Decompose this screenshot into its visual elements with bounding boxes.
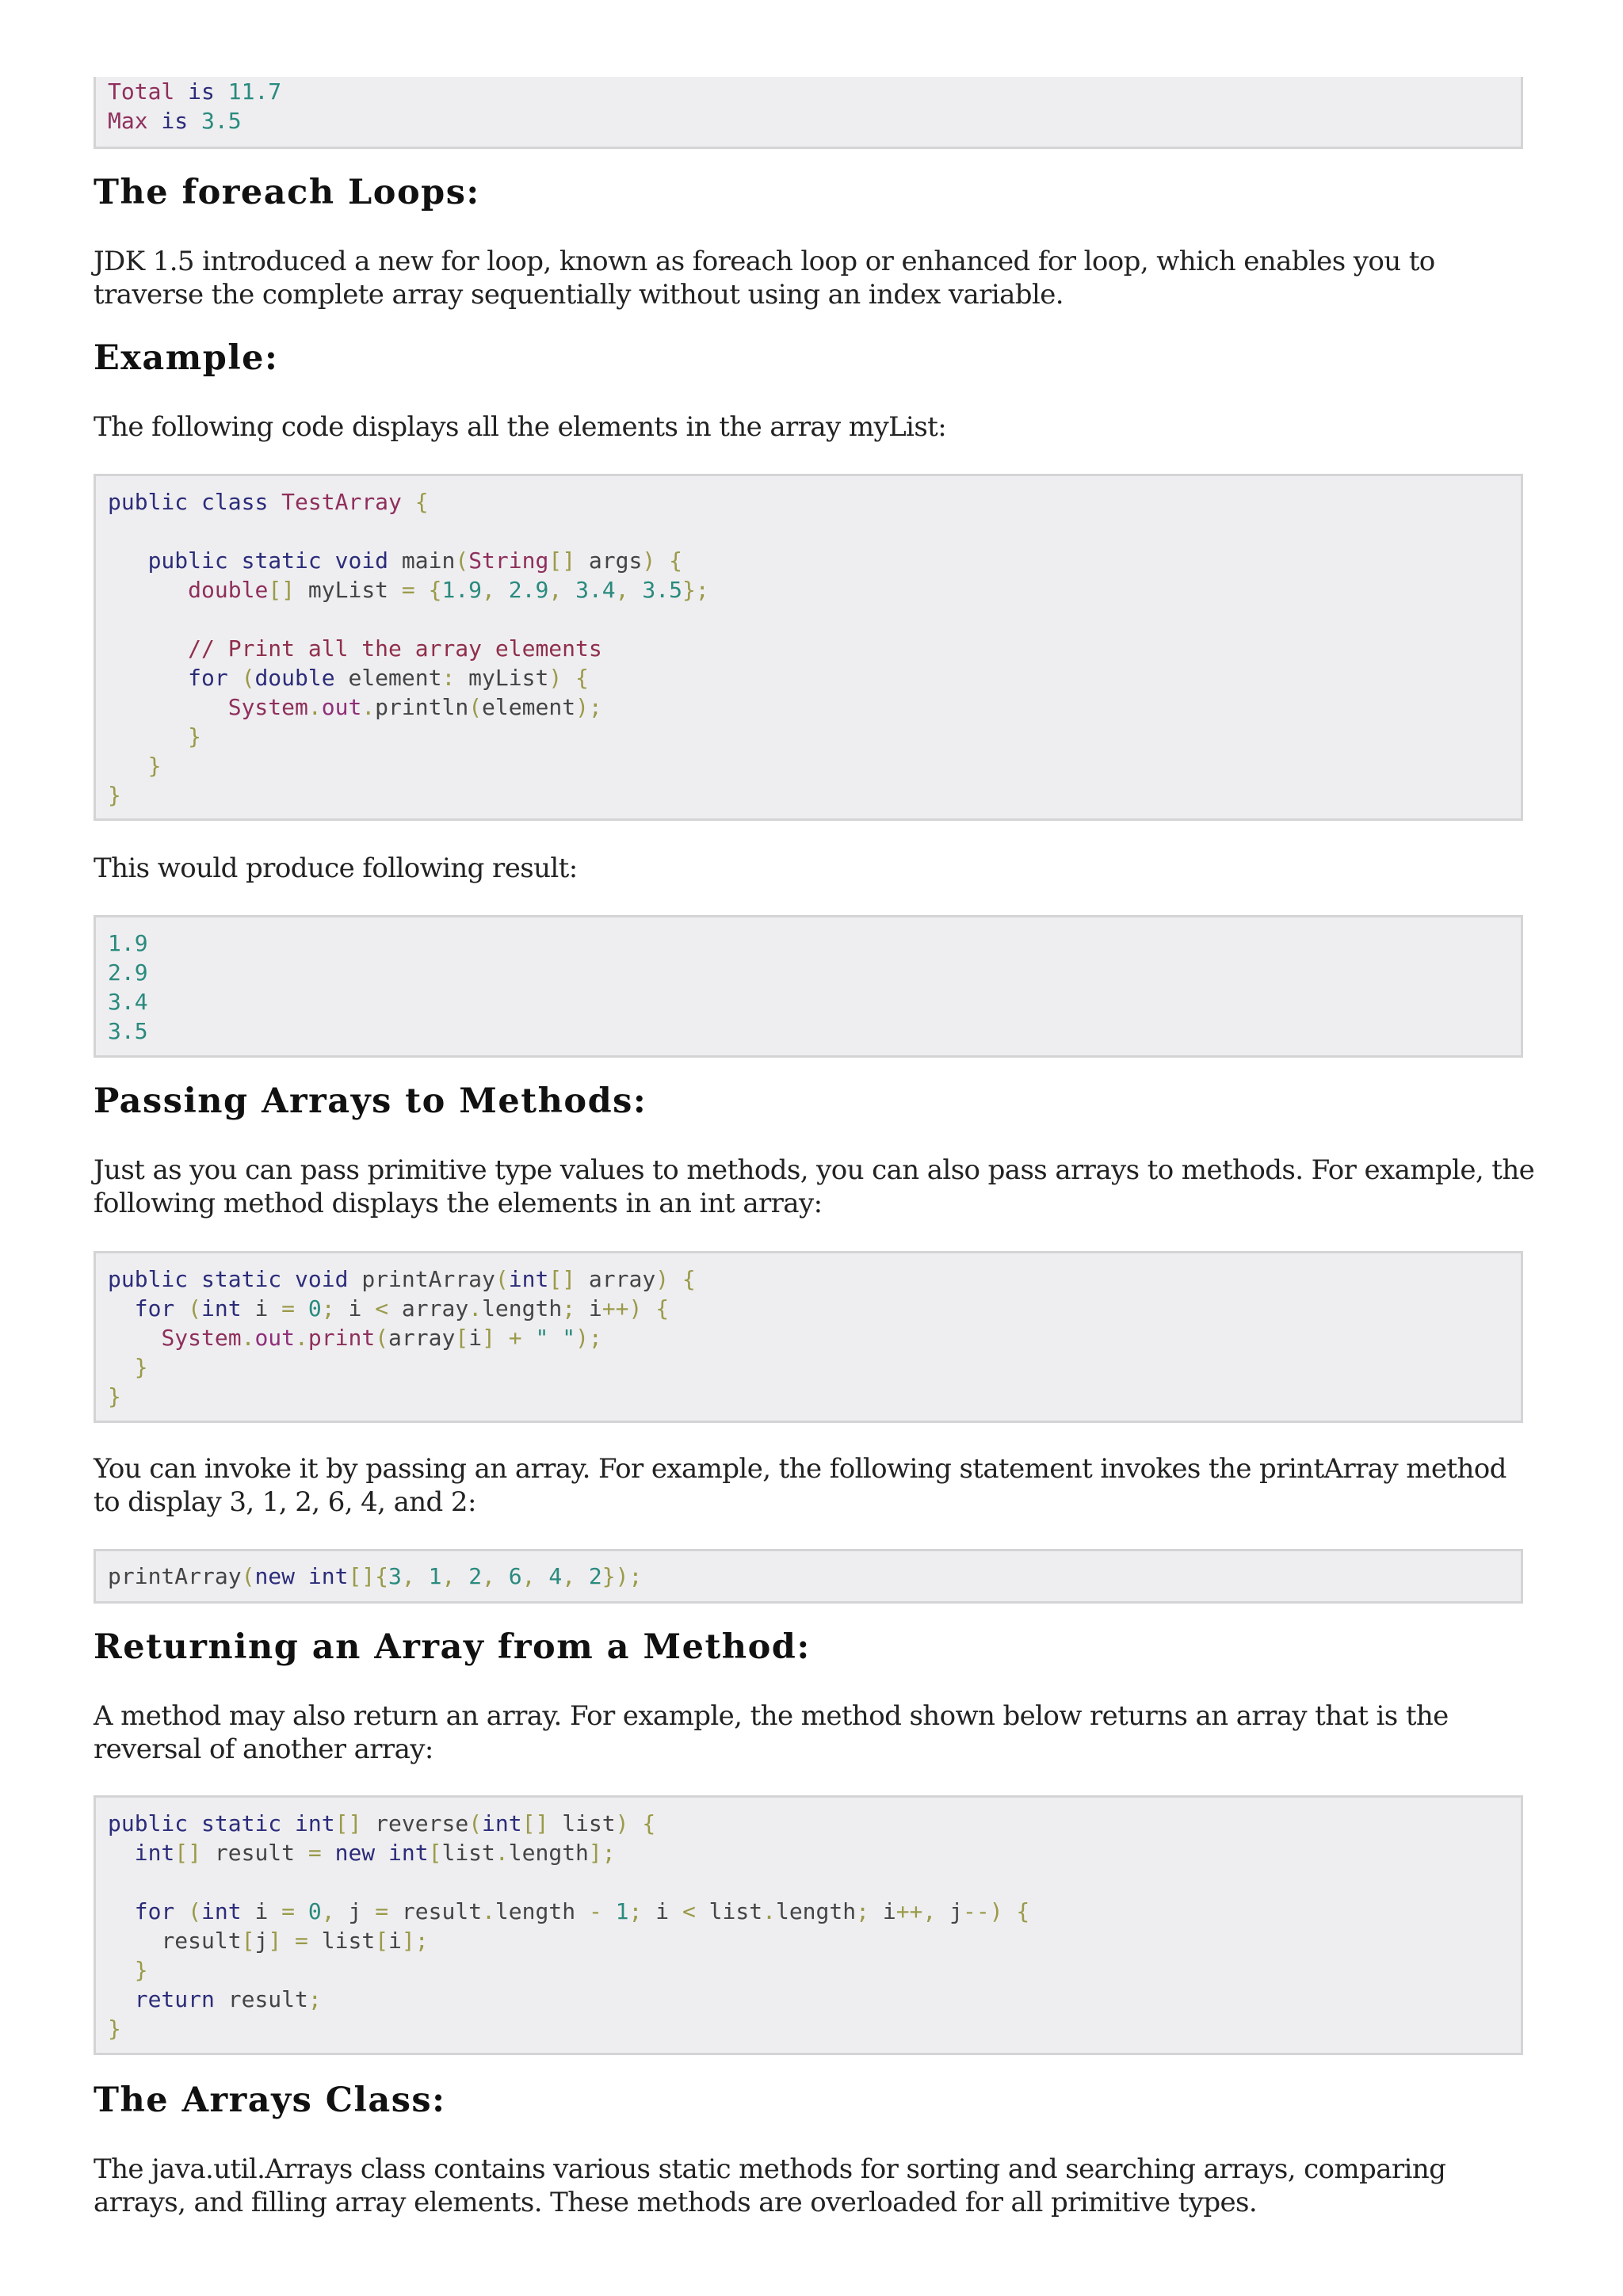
code-line bbox=[108, 1562, 1521, 1591]
code-token: return bbox=[134, 1986, 215, 2012]
code-token bbox=[108, 547, 148, 574]
code-line bbox=[108, 722, 1521, 751]
code-token: int bbox=[201, 1295, 242, 1322]
code-token: --) bbox=[963, 1898, 1003, 1924]
code-token: { bbox=[669, 1266, 696, 1292]
code-token: . bbox=[762, 1898, 776, 1924]
code-token: ; bbox=[562, 1295, 576, 1322]
code-token: result bbox=[201, 1840, 308, 1866]
code-token bbox=[108, 635, 188, 662]
code-token: ( bbox=[174, 1898, 202, 1924]
code-token bbox=[295, 1563, 308, 1589]
code-token: , bbox=[548, 577, 576, 603]
code-token: out bbox=[321, 694, 362, 720]
code-token: } bbox=[108, 1383, 121, 1409]
code-line bbox=[108, 780, 1521, 810]
code-token: int bbox=[134, 1840, 175, 1866]
code-token: for bbox=[134, 1898, 175, 1924]
code-token bbox=[108, 577, 188, 603]
code-token: j bbox=[254, 1928, 269, 1954]
code-token: ; bbox=[307, 1986, 322, 2012]
code-token: // Print all the array elements bbox=[188, 635, 602, 662]
code-token: int bbox=[201, 1898, 242, 1924]
code-token: ( bbox=[174, 1295, 202, 1322]
code-token bbox=[108, 1986, 135, 2012]
code-token: length bbox=[482, 1295, 563, 1322]
code-token: " " bbox=[535, 1325, 576, 1351]
paragraph-invoke: You can invoke it by passing an array. For example, the following statement invokes the printArray method to display 3, 1, 2, 6, 4, and 2: bbox=[94, 1453, 1507, 1518]
code-block-foreach-output bbox=[94, 915, 1523, 1058]
code-token bbox=[228, 547, 242, 574]
code-token: { bbox=[628, 1810, 656, 1836]
code-token: length bbox=[495, 1898, 589, 1924]
code-line bbox=[108, 1926, 1521, 1955]
code-line bbox=[108, 1809, 1521, 1838]
code-token: ] bbox=[268, 1928, 282, 1954]
code-token: 3.5 bbox=[642, 577, 682, 603]
code-token: : bbox=[441, 665, 456, 691]
code-block-print-array bbox=[94, 1251, 1523, 1423]
code-token: { bbox=[1002, 1898, 1030, 1924]
code-token: ) bbox=[655, 1266, 670, 1292]
code-block-reverse bbox=[94, 1795, 1523, 2055]
code-token: void bbox=[334, 547, 389, 574]
code-line bbox=[108, 634, 1521, 663]
code-token: 6 bbox=[508, 1563, 522, 1589]
code-token: TestArray bbox=[281, 489, 402, 515]
code-token: 2.9 bbox=[108, 959, 148, 986]
paragraph-foreach-intro: JDK 1.5 introduced a new for loop, known as foreach loop or enhanced for loop, which enables you to traverse the complete array sequentially without using an index variable. bbox=[94, 246, 1435, 311]
code-token: < bbox=[682, 1898, 696, 1924]
code-token bbox=[188, 1266, 201, 1292]
code-token: ( bbox=[227, 665, 255, 691]
code-token: main bbox=[388, 547, 456, 574]
code-line bbox=[108, 575, 1521, 605]
code-token: . bbox=[468, 1295, 483, 1322]
code-line bbox=[108, 517, 1521, 546]
code-line bbox=[108, 1867, 1521, 1897]
code-token bbox=[295, 1898, 308, 1924]
code-token: 3.4 bbox=[108, 989, 148, 1015]
code-token: ]; bbox=[588, 1840, 616, 1866]
code-token: array bbox=[388, 1295, 469, 1322]
code-token: [ bbox=[455, 1325, 469, 1351]
code-token bbox=[281, 1266, 295, 1292]
code-token: System bbox=[161, 1325, 242, 1351]
code-token bbox=[108, 1295, 135, 1322]
code-token: int bbox=[508, 1266, 549, 1292]
code-token: 1 bbox=[428, 1563, 442, 1589]
code-token: String bbox=[468, 547, 549, 574]
code-line bbox=[108, 1955, 1521, 1985]
code-token bbox=[108, 1898, 135, 1924]
code-token: ( bbox=[375, 1325, 389, 1351]
code-token: 1.9 bbox=[441, 577, 483, 603]
code-line bbox=[108, 692, 1521, 722]
code-token: result bbox=[161, 1928, 242, 1954]
code-token: ) bbox=[548, 665, 563, 691]
code-token: is bbox=[174, 78, 228, 105]
code-token: i bbox=[241, 1295, 282, 1322]
code-token: print bbox=[307, 1325, 376, 1351]
code-token: i bbox=[388, 1928, 402, 1954]
code-token: { bbox=[655, 547, 682, 574]
code-token: 1.9 bbox=[108, 930, 148, 956]
code-token: }); bbox=[601, 1563, 643, 1589]
code-line bbox=[108, 77, 1521, 106]
code-line bbox=[108, 958, 1521, 987]
code-token: System bbox=[227, 694, 308, 720]
code-line bbox=[108, 1264, 1521, 1294]
code-token: 3.5 bbox=[108, 1018, 148, 1044]
code-line bbox=[108, 546, 1521, 575]
code-token: list bbox=[321, 1928, 376, 1954]
code-token: 3 bbox=[388, 1563, 402, 1589]
code-token: }; bbox=[682, 577, 709, 603]
code-token: ) bbox=[615, 1810, 629, 1836]
code-token: 11.7 bbox=[227, 78, 282, 105]
code-token: 0 bbox=[307, 1898, 322, 1924]
code-token bbox=[108, 1957, 135, 1983]
code-token: ) bbox=[642, 547, 656, 574]
code-line bbox=[108, 1838, 1521, 1867]
code-token: double bbox=[254, 665, 335, 691]
code-token: . bbox=[361, 694, 376, 720]
code-token: for bbox=[188, 665, 228, 691]
code-token: = bbox=[375, 1898, 389, 1924]
code-token bbox=[108, 1928, 161, 1954]
code-token: { bbox=[642, 1295, 670, 1322]
code-token: 0 bbox=[307, 1295, 322, 1322]
code-token: j bbox=[334, 1898, 376, 1924]
code-token: 4 bbox=[548, 1563, 563, 1589]
code-token: ( bbox=[495, 1266, 509, 1292]
code-token: 2.9 bbox=[508, 577, 549, 603]
code-token: , bbox=[615, 577, 643, 603]
heading-example: Example: bbox=[94, 338, 279, 378]
code-token: , bbox=[482, 1563, 509, 1589]
code-line bbox=[108, 751, 1521, 780]
code-token: list bbox=[548, 1810, 616, 1836]
code-line bbox=[108, 1382, 1521, 1411]
code-token: [] bbox=[334, 1810, 362, 1836]
code-line bbox=[108, 2014, 1521, 2043]
code-token: element bbox=[482, 694, 576, 720]
code-line bbox=[108, 929, 1521, 958]
code-token: [ bbox=[428, 1840, 442, 1866]
code-token: ( bbox=[468, 694, 483, 720]
code-token: result bbox=[214, 1986, 308, 2012]
heading-foreach-loops: The foreach Loops: bbox=[94, 173, 480, 212]
code-token: < bbox=[375, 1295, 389, 1322]
code-token: printArray bbox=[348, 1266, 495, 1292]
code-token bbox=[108, 753, 148, 779]
code-token: { bbox=[562, 665, 589, 691]
code-token: list bbox=[695, 1898, 763, 1924]
code-token: i bbox=[869, 1898, 896, 1924]
code-token: [ bbox=[241, 1928, 255, 1954]
code-token: void bbox=[295, 1266, 349, 1292]
code-token: 3.5 bbox=[201, 108, 242, 134]
code-token: i bbox=[642, 1898, 682, 1924]
code-token: . bbox=[307, 694, 322, 720]
code-token: result bbox=[388, 1898, 483, 1924]
code-token: int bbox=[295, 1810, 335, 1836]
paragraph-returning-array: A method may also return an array. For example, the method shown below returns an array that is the reversal of another array: bbox=[94, 1700, 1449, 1765]
code-token: + bbox=[495, 1325, 536, 1351]
code-block-invoke bbox=[94, 1549, 1523, 1604]
paragraph-arrays-class: The java.util.Arrays class contains various static methods for sorting and searching arrays, comparing arrays, and filling array elements. These methods are overloaded for all primitive types. bbox=[94, 2153, 1446, 2218]
code-token: public bbox=[147, 547, 228, 574]
code-token: { bbox=[414, 577, 442, 603]
code-token bbox=[188, 1810, 201, 1836]
code-token bbox=[322, 1840, 335, 1866]
code-token: Total bbox=[108, 78, 175, 105]
code-line bbox=[108, 1897, 1521, 1926]
code-token: class bbox=[201, 489, 269, 515]
code-line bbox=[108, 1016, 1521, 1046]
code-token: ++) bbox=[601, 1295, 643, 1322]
code-token bbox=[375, 1840, 388, 1866]
code-token: length bbox=[508, 1840, 589, 1866]
code-token: = bbox=[401, 577, 415, 603]
code-token: [] bbox=[521, 1810, 549, 1836]
code-token: static bbox=[241, 547, 322, 574]
code-token: printArray bbox=[108, 1563, 242, 1589]
code-token: [] bbox=[174, 1840, 202, 1866]
code-token: public bbox=[108, 489, 189, 515]
code-token: ; bbox=[628, 1898, 643, 1924]
code-token: 2 bbox=[588, 1563, 602, 1589]
code-token: new bbox=[254, 1563, 296, 1589]
code-token: = bbox=[281, 1928, 322, 1954]
code-line bbox=[108, 1294, 1521, 1323]
code-token: = bbox=[307, 1840, 322, 1866]
code-token: i bbox=[468, 1325, 483, 1351]
code-token: - bbox=[588, 1898, 602, 1924]
code-token: . bbox=[295, 1325, 308, 1351]
code-token bbox=[602, 1898, 616, 1924]
code-token: i bbox=[241, 1898, 282, 1924]
code-token: } bbox=[147, 753, 162, 779]
code-token: . bbox=[241, 1325, 255, 1351]
code-token: int bbox=[388, 1840, 429, 1866]
code-token: int bbox=[307, 1563, 349, 1589]
code-token: } bbox=[134, 1957, 148, 1983]
code-token: , bbox=[321, 1898, 335, 1924]
code-token: ( bbox=[468, 1810, 483, 1836]
code-token: Max bbox=[108, 108, 148, 134]
code-token: new bbox=[334, 1840, 376, 1866]
code-token: double bbox=[188, 577, 269, 603]
code-token: ); bbox=[575, 1325, 602, 1351]
code-token: out bbox=[254, 1325, 296, 1351]
code-token: } bbox=[108, 2016, 121, 2042]
code-token: []{ bbox=[348, 1563, 389, 1589]
code-token: ( bbox=[455, 547, 469, 574]
code-token: array bbox=[575, 1266, 656, 1292]
code-token bbox=[108, 1325, 161, 1351]
paragraph-passing-arrays: Just as you can pass primitive type values to methods, you can also pass arrays to methods. For example, the following method displays the elements in an int array: bbox=[94, 1154, 1535, 1219]
code-token: [] bbox=[268, 577, 296, 603]
code-token: ); bbox=[575, 694, 602, 720]
code-line bbox=[108, 1985, 1521, 2014]
code-token: is bbox=[147, 108, 202, 134]
code-token: myList bbox=[295, 577, 402, 603]
code-token: = bbox=[281, 1295, 296, 1322]
code-block-foreach-example bbox=[94, 474, 1523, 821]
code-token: [] bbox=[548, 547, 576, 574]
code-token: i bbox=[334, 1295, 376, 1322]
code-block-output-totals bbox=[94, 77, 1523, 149]
code-token bbox=[108, 1840, 135, 1866]
code-token: public bbox=[108, 1810, 189, 1836]
code-token: ]; bbox=[401, 1928, 429, 1954]
code-line bbox=[108, 605, 1521, 634]
code-token: array bbox=[388, 1325, 456, 1351]
code-token: { bbox=[401, 489, 429, 515]
code-line bbox=[108, 987, 1521, 1016]
code-token: myList bbox=[455, 665, 549, 691]
code-token bbox=[108, 665, 188, 691]
code-token bbox=[281, 1810, 295, 1836]
code-token: [] bbox=[548, 1266, 576, 1292]
code-line bbox=[108, 1323, 1521, 1352]
code-token: static bbox=[201, 1810, 282, 1836]
code-token: list bbox=[441, 1840, 495, 1866]
code-token bbox=[108, 694, 228, 720]
code-token: , bbox=[401, 1563, 429, 1589]
code-token: ; bbox=[856, 1898, 869, 1924]
code-token bbox=[322, 547, 335, 574]
code-token: , bbox=[482, 577, 509, 603]
code-token: length bbox=[775, 1898, 857, 1924]
code-token: public bbox=[108, 1266, 189, 1292]
code-token bbox=[108, 1354, 135, 1380]
code-token: . bbox=[482, 1898, 495, 1924]
code-token bbox=[268, 489, 281, 515]
code-token bbox=[295, 1295, 308, 1322]
code-token: } bbox=[188, 723, 202, 749]
paragraph-result-intro: This would produce following result: bbox=[94, 852, 578, 884]
code-token: j bbox=[936, 1898, 963, 1924]
code-token: for bbox=[134, 1295, 175, 1322]
code-token: element bbox=[334, 665, 442, 691]
code-token: 2 bbox=[468, 1563, 483, 1589]
code-token: , bbox=[441, 1563, 469, 1589]
code-token: args bbox=[575, 547, 643, 574]
code-token: . bbox=[495, 1840, 509, 1866]
code-line bbox=[108, 1352, 1521, 1382]
code-token: [ bbox=[375, 1928, 389, 1954]
code-line bbox=[108, 663, 1521, 692]
heading-returning-array: Returning an Array from a Method: bbox=[94, 1627, 811, 1667]
code-line bbox=[108, 106, 1521, 135]
heading-arrays-class: The Arrays Class: bbox=[94, 2081, 446, 2120]
code-token: ] bbox=[482, 1325, 495, 1351]
code-token: reverse bbox=[361, 1810, 469, 1836]
code-token: } bbox=[134, 1354, 148, 1380]
code-token: ( bbox=[241, 1563, 255, 1589]
code-token: println bbox=[375, 694, 469, 720]
code-token: int bbox=[482, 1810, 522, 1836]
code-token bbox=[108, 723, 188, 749]
code-line bbox=[108, 487, 1521, 517]
code-token: ; bbox=[321, 1295, 335, 1322]
code-token: ++, bbox=[896, 1898, 937, 1924]
heading-passing-arrays: Passing Arrays to Methods: bbox=[94, 1081, 647, 1121]
code-token: i bbox=[575, 1295, 602, 1322]
code-token: static bbox=[201, 1266, 282, 1292]
code-token: , bbox=[562, 1563, 589, 1589]
code-token: = bbox=[281, 1898, 296, 1924]
code-token: } bbox=[108, 782, 121, 808]
paragraph-example-intro: The following code displays all the elements in the array myList: bbox=[94, 411, 947, 443]
code-token: , bbox=[521, 1563, 549, 1589]
code-token: 1 bbox=[615, 1898, 629, 1924]
code-token bbox=[188, 489, 201, 515]
code-token: 3.4 bbox=[575, 577, 616, 603]
